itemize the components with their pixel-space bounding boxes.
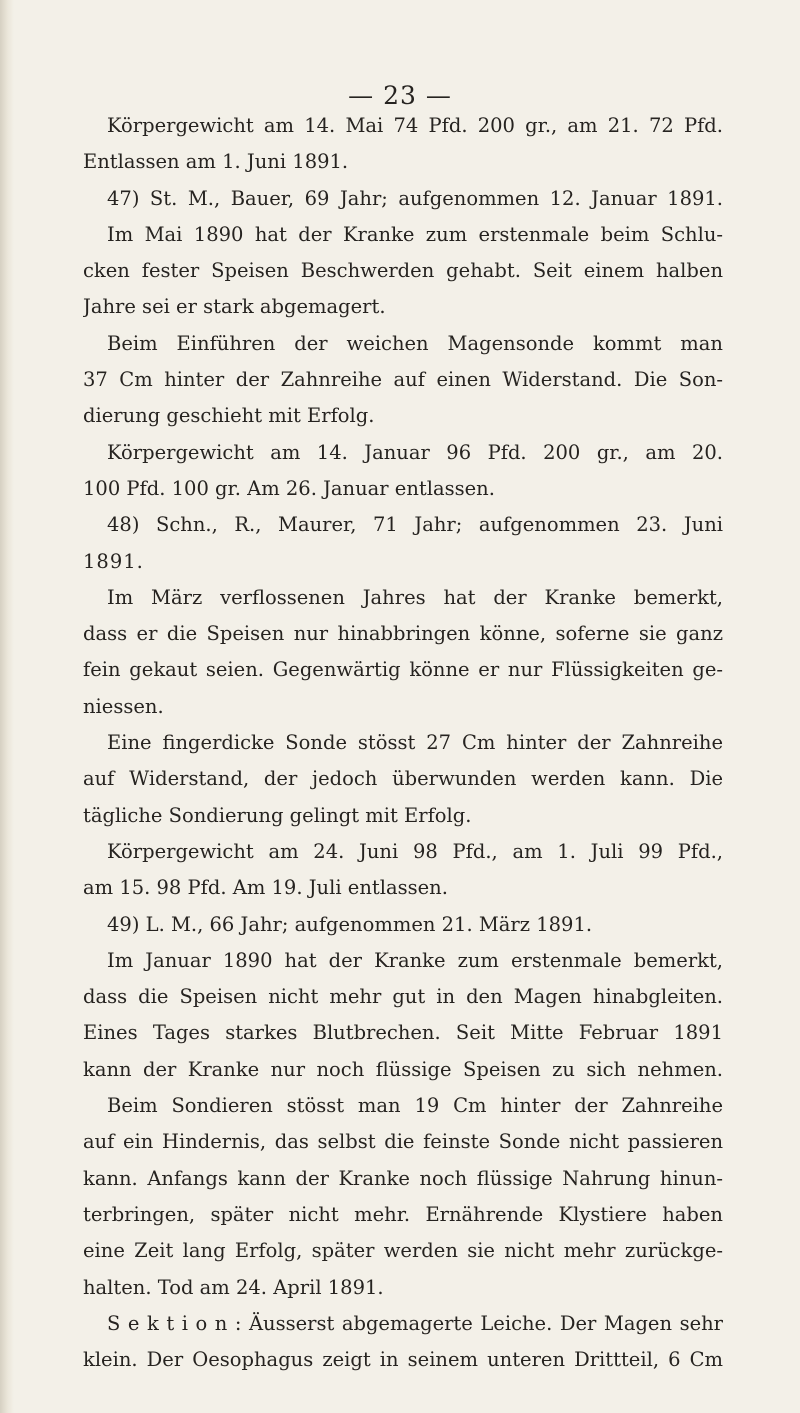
text-line: eine Zeit lang Erfolg, später werden sie nicht mehr zurückge- xyxy=(83,1239,723,1263)
text-line: 37 Cm hinter der Zahnreihe auf einen Widerstand. Die Son- xyxy=(83,368,723,392)
text-line: 47) St. M., Bauer, 69 Jahr; aufgenommen 12. Januar 1891. xyxy=(107,186,723,210)
body-text xyxy=(83,108,723,1378)
text-line: dass die Speisen nicht mehr gut in den Magen hinabgleiten. xyxy=(83,985,723,1009)
text-line: Entlassen am 1. Juni 1891. xyxy=(83,150,349,174)
text-line: dass er die Speisen nur hinabbringen könne, soferne sie ganz xyxy=(83,622,723,646)
page-number: — 23 — xyxy=(348,81,452,110)
text-line: am 15. 98 Pfd. Am 19. Juli entlassen. xyxy=(83,876,448,900)
text-line: 100 Pfd. 100 gr. Am 26. Januar entlassen. xyxy=(83,476,495,500)
text-line: Beim Sondieren stösst man 19 Cm hinter der Zahnreihe xyxy=(107,1094,723,1118)
page-binding-shadow xyxy=(0,0,14,1413)
text-line: Körpergewicht am 24. Juni 98 Pfd., am 1. Juli 99 Pfd., xyxy=(107,839,723,863)
text-line: dierung geschieht mit Erfolg. xyxy=(83,404,375,428)
text-line: Eine fingerdicke Sonde stösst 27 Cm hinter der Zahnreihe xyxy=(107,731,723,755)
text-line: tägliche Sondierung gelingt mit Erfolg. xyxy=(83,803,472,827)
text-line: kann der Kranke nur noch flüssige Speisen zu sich nehmen. xyxy=(83,1057,723,1081)
text-line: auf ein Hindernis, das selbst die feinste Sonde nicht passieren xyxy=(83,1130,723,1154)
text-line: Beim Einführen der weichen Magensonde kommt man xyxy=(107,331,723,355)
text-line: 1891. xyxy=(83,549,144,573)
text-line: terbringen, später nicht mehr. Ernährende Klystiere haben xyxy=(83,1202,723,1226)
text-line: cken fester Speisen Beschwerden gehabt. Seit einem halben xyxy=(83,259,723,283)
text-line: halten. Tod am 24. April 1891. xyxy=(83,1275,384,1299)
text-line: Jahre sei er stark abgemagert. xyxy=(83,295,386,319)
text-line: 48) Schn., R., Maurer, 71 Jahr; aufgenommen 23. Juni xyxy=(107,513,723,537)
text-line: Im Januar 1890 hat der Kranke zum erstenmale bemerkt, xyxy=(107,948,723,972)
text-line: kann. Anfangs kann der Kranke noch flüssige Nahrung hinun- xyxy=(83,1166,723,1190)
text-line: Im Mai 1890 hat der Kranke zum erstenmale beim Schlu- xyxy=(107,222,723,246)
text-line: fein gekaut seien. Gegenwärtig könne er nur Flüssigkeiten ge- xyxy=(83,658,723,682)
text-line: Im März verflossenen Jahres hat der Kranke bemerkt, xyxy=(107,585,723,609)
text-line: 49) L. M., 66 Jahr; aufgenommen 21. März 1891. xyxy=(107,912,593,936)
text-line: auf Widerstand, der jedoch überwunden werden kann. Die xyxy=(83,767,723,791)
text-line: Eines Tages starkes Blutbrechen. Seit Mitte Februar 1891 xyxy=(83,1021,723,1045)
text-line: Körpergewicht am 14. Mai 74 Pfd. 200 gr., am 21. 72 Pfd. xyxy=(107,114,723,137)
text-line: Körpergewicht am 14. Januar 96 Pfd. 200 gr., am 20. xyxy=(107,440,723,464)
text-line: klein. Der Oesophagus zeigt in seinem unteren Drittteil, 6 Cm xyxy=(83,1348,723,1372)
text-line: niessen. xyxy=(83,694,164,718)
text-line: S e k t i o n : Äusserst abgemagerte Leiche. Der Magen sehr xyxy=(107,1311,723,1335)
